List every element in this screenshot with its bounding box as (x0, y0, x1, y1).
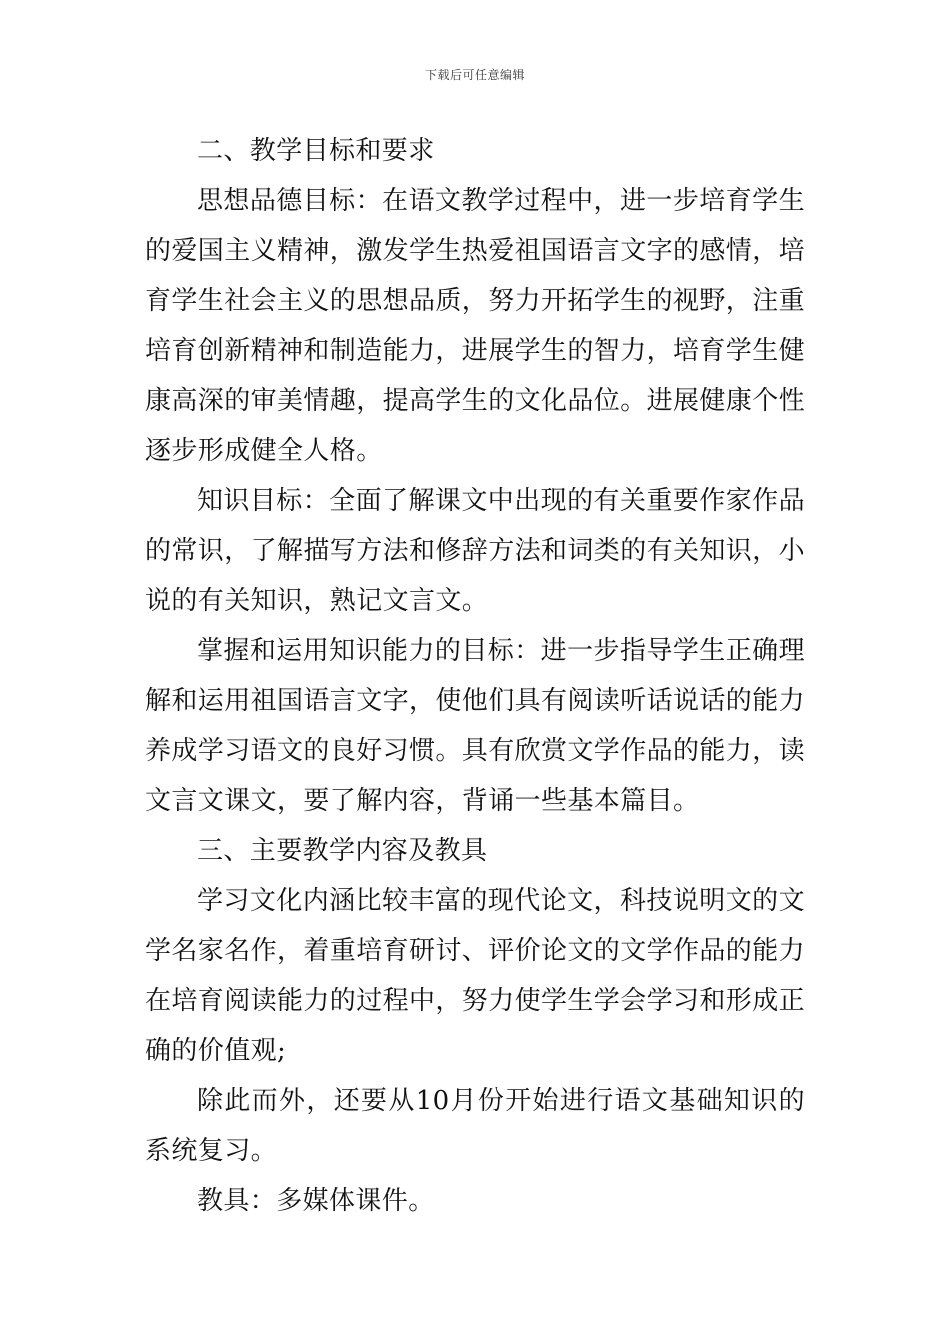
paragraph-review-plan: 除此而外，还要从10月份开始进行语文基础知识的系统复习。 (145, 1086, 805, 1166)
paragraph-moral-objectives: 思想品德目标：在语文教学过程中，进一步培育学生的爱国主义精神，激发学生热爱祖国语言文字的感情，培育学生社会主义的思想品质，努力开拓学生的视野，注重培育创新精神和制造能力，进展学生的智力，培育学生健康高深的审美情趣，提高学生的文化品位。进展健康个性逐步形成健全人格。 (145, 186, 806, 466)
paragraph-learning-content: 学习文化内涵比较丰富的现代论文，科技说明文的文学名家名作，着重培育研讨、评价论文的文学作品的能力在培育阅读能力的过程中，努力使学生学会学习和形成正确的价值观; (145, 886, 806, 1066)
header-note: 下载后可任意编辑 (424, 68, 525, 82)
paragraph-knowledge-objectives: 知识目标：全面了解课文中出现的有关重要作家作品的常识，了解描写方法和修辞方法和词类的有关知识，小说的有关知识，熟记文言文。 (145, 486, 806, 616)
document-body (145, 126, 805, 1226)
section-heading-objectives: 二、教学目标和要求 (197, 136, 435, 166)
paragraph-ability-objectives: 掌握和运用知识能力的目标：进一步指导学生正确理解和运用祖国语言文字，使他们具有阅读听话说话的能力养成学习语文的良好习惯。具有欣赏文学作品的能力，读文言文课文，要了解内容，背诵一些基本篇目。 (145, 636, 806, 816)
section-heading-content: 三、主要教学内容及教具 (197, 836, 488, 866)
paragraph-teaching-tools: 教具：多媒体课件。 (197, 1186, 435, 1216)
